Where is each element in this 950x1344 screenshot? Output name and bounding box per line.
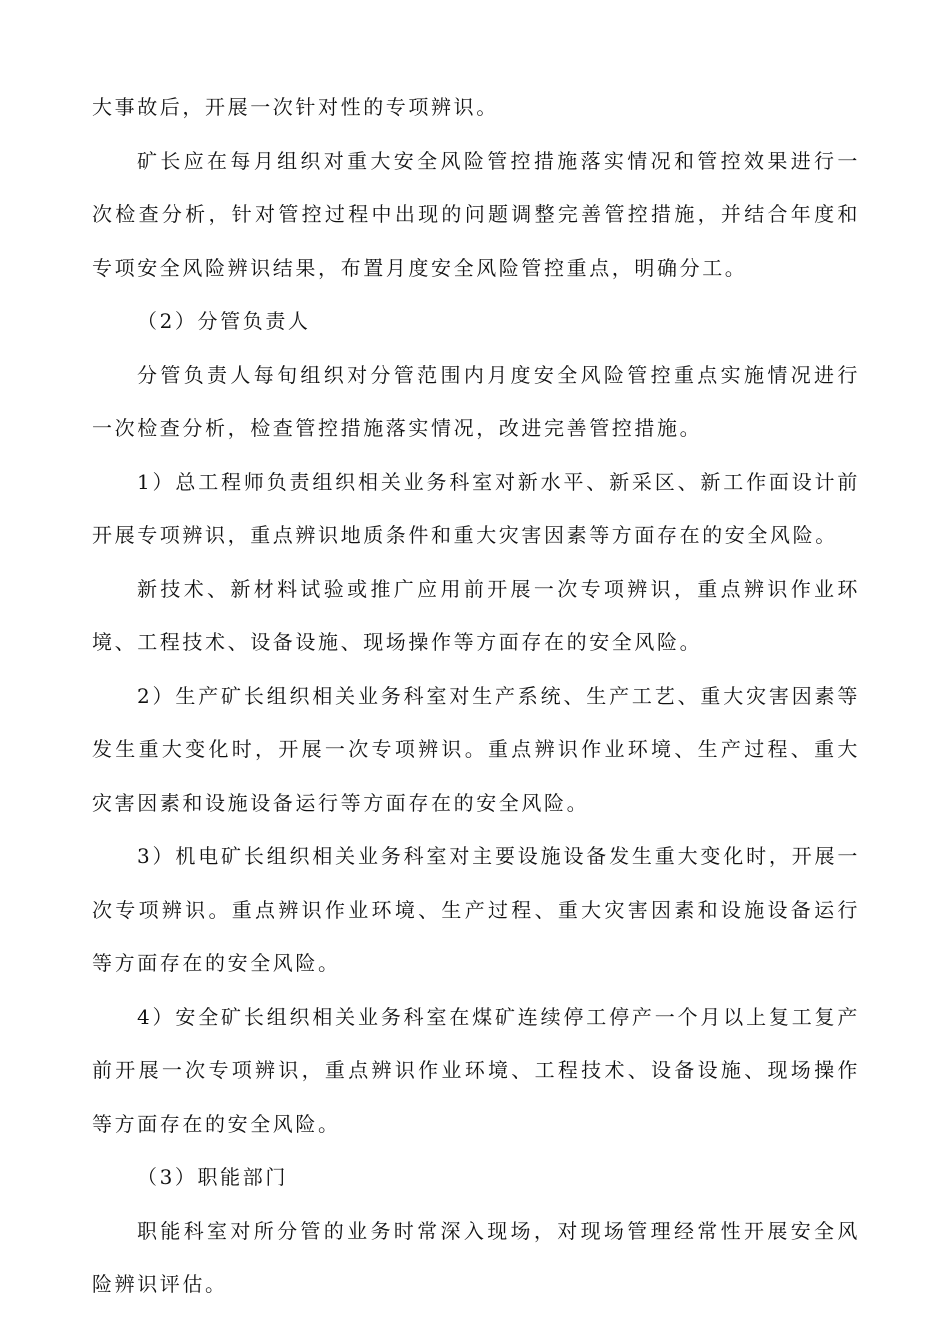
paragraph-1: 大事故后，开展一次针对性的专项辨识。 (92, 95, 499, 119)
paragraph-9: 职能科室对所分管的业务时常深入现场，对现场管理经常性开展安全风险辨识评估。 (92, 1218, 860, 1296)
paragraph-7: 3）机电矿长组织相关业务科室对主要设施设备发生重大变化时，开展一次专项辨识。重点辨识作业环境、生产过程、重大灾害因素和设施设备运行等方面存在的安全风险。 (92, 844, 860, 975)
paragraph-4: 1）总工程师负责组织相关业务科室对新水平、新采区、新工作面设计前开展专项辨识，重点辨识地质条件和重大灾害因素等方面存在的安全风险。 (92, 469, 860, 547)
paragraph-5: 新技术、新材料试验或推广应用前开展一次专项辨识，重点辨识作业环境、工程技术、设备设施、现场操作等方面存在的安全风险。 (92, 576, 860, 654)
section-heading-3: （3）职能部门 (137, 1165, 288, 1189)
section-heading-2: （2）分管负责人 (137, 309, 311, 333)
document-body (92, 81, 860, 1312)
paragraph-8: 4）安全矿长组织相关业务科室在煤矿连续停工停产一个月以上复工复产前开展一次专项辨识，重点辨识作业环境、工程技术、设备设施、现场操作等方面存在的安全风险。 (92, 1004, 860, 1136)
paragraph-2: 矿长应在每月组织对重大安全风险管控措施落实情况和管控效果进行一次检查分析，针对管控过程中出现的问题调整完善管控措施，并结合年度和专项安全风险辨识结果，布置月度安全风险管控重点，明确分工。 (92, 148, 860, 280)
paragraph-3: 分管负责人每旬组织对分管范围内月度安全风险管控重点实施情况进行一次检查分析，检查管控措施落实情况，改进完善管控措施。 (92, 362, 860, 440)
paragraph-6: 2）生产矿长组织相关业务科室对生产系统、生产工艺、重大灾害因素等发生重大变化时，开展一次专项辨识。重点辨识作业环境、生产过程、重大灾害因素和设施设备运行等方面存在的安全风险。 (92, 683, 860, 815)
